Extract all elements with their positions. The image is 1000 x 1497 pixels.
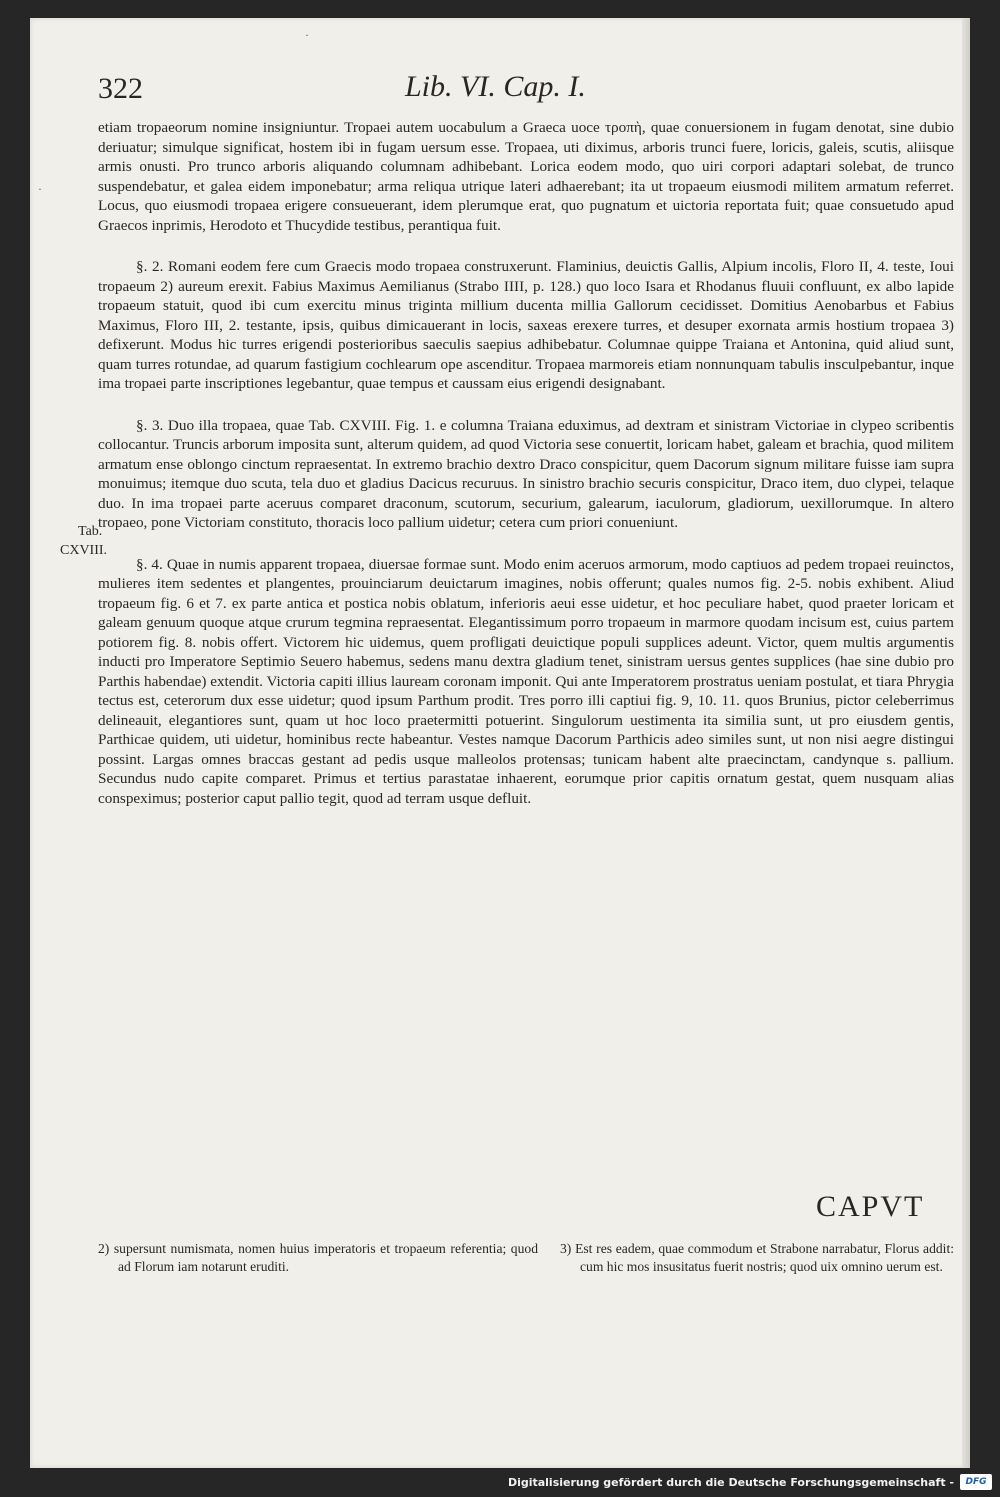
margin-note-number: CXVIII. <box>60 543 108 558</box>
paragraph-section-2: §. 2. Romani eodem fere cum Graecis modo tropaea construxerunt. Flaminius, deuictis Gallis, Alpium incolis, Floro II, 4. teste, Ioui tropaeum 2) aureum erexit. Fabius Maximus Aemilianus (Strabo IIII, p. 128.) quo loco Isara et Rhodanus fluuii confluunt, ex albo lapide tropaeum statuit, quod ibi cum exercitu minus triginta millium ducenta millia Gallorum cecidisset. Domitius Aenobarbus et Fabius Maximus, Floro III, 2. testante, ipsis, quibus dimicauerant in locis, saxeas erexere turres, et desuper exornata armis hostium tropaea 3) defixerunt. Modus hic turres erigendi posterioribus saeculis saepius adhibebatur. Columnae quippe Traiana et Antonina, quid aliud sunt, quam turres rotundae, ad quarum fastigium cochlearum ope ascenditur. Tropaea marmoreis etiam nonnunquam tabulis insculpebantur, inque ima tropaei parte inscriptiones legebantur, quae tempus et caussam eius erigendi designabant. <box>98 258 954 392</box>
page-number: 322 <box>98 72 143 105</box>
paragraph-section-3: §. 3. Duo illa tropaea, quae Tab. CXVIII. Fig. 1. e columna Traiana eduximus, ad dextram et sinistram Victoriae in clypeo scribentis collocantur. Truncis arborum imposita sunt, alterum quidem, ad quod Victoria sese conuertit, loricam habet, galeam et brachia, quod militem armatum ense oblongo cinctum repraesentat. In extremo brachio dextro Draco conspicitur, quem Dacorum signum militare fuisse iam supra monuimus; itemque duo scuta, tela duo et gladius Dacicus recuruus. In sinistro brachio securis conspicitur, Draco item, duo clypei, telaque duo. In ima tropaei parte aceruus comparet draconum, scutorum, securium, galearum, iaculorum, gladiorum, uexillorumque. In altero tropaeo, pone Victoriam constituto, thoracis loco pallium uidetur; cetera cum priori conueniunt. <box>98 416 954 531</box>
footnote-3 <box>560 1240 954 1275</box>
ink-mark: · <box>305 28 309 42</box>
footnote-2 <box>98 1240 538 1275</box>
main-text <box>98 118 954 808</box>
ink-mark: · <box>38 182 42 196</box>
footnote-3-text: 3) Est res eadem, quae commodum et Strabone narrabatur, Florus addit: cum hic mos insusitatus fuerit nostris; quod uix omnino uerum est. <box>560 1241 954 1274</box>
paragraph-section-4: §. 4. Quae in numis apparent tropaea, diuersae formae sunt. Modo enim aceruos armorum, modo captiuos ad pedem tropaei reuinctos, mulieres item sedentes et plangentes, prouinciarum deuictarum imagines, nobis offerunt; quales numos fig. 2-5. nobis exhibent. Aliud tropaeum fig. 6 et 7. ex parte antica et postica nobis oblatum, inferioris aeui esse uidetur, et hoc peculiare habet, quod praeter loricam et galeam genuum quoque atque crurum tegmina repraesentat. Elegantissimum porro tropaeum in marmore quodam incisum est, cuius partem potiorem fig. 8. nobis offert. Victorem hic uidemus, quem profligati deuictique populi supplices adeunt. Victor, quem multis argumentis inducti pro Imperatore Septimio Seuero habemus, sedens manu dextra gladium tenet, sinistram uersus gentes supplices (hae sine dubio pro Parthis habendae) extendit. Victoria capiti illius lauream coronam imponit. Qui ante Imperatorem prostratus ueniam postulat, et tiara Phrygia tectus est, ceterorum dux esse uidetur; quod ipsum Parthum prodit. Tres porro illi captiui fig. 9, 10. 11. quos Brunius, pictor celeberrimus delineauit, elegantiores sunt, quam ut hoc loco praetermitti potuerint. Singulorum uestimenta ita similia sunt, ut pro eiusdem gentis, Parthicae quidem, uti uidetur, hominibus recte habeantur. Vestes namque Dacorum Parthicis adeo similes sunt, ut non nisi aegre distingui possint. Largas omnes braccas gestant ad pedis usque malleolos protensas; tunicam habent alte praecinctam, candynque s. pallium. Secundus nudo capite comparet. Primus et tertius parastatae inhaerent, eorumque prior capitis ornatum gestat, quem nusquam alias conspeximus; posterior caput pallio tegit, quod ad terram usque defluit. <box>98 555 954 807</box>
running-title: Lib. VI. Cap. I. <box>405 70 586 103</box>
footer-credit: Digitalisierung gefördert durch die Deutsche Forschungsgemeinschaft - <box>507 1476 954 1489</box>
margin-note-label: Tab. <box>78 524 103 539</box>
page-edge <box>962 18 970 1468</box>
paragraph-intro: etiam tropaeorum nomine insigniuntur. Tropaei autem uocabulum a Graeca uoce τροπὴ, quae conuersionem in fugam denotat, sine dubio deriuatur; simulque significat, hostem ibi in fugam uersum esse. Tropaea, uti diximus, arboris trunci fuere, loricis, galeis, scutis, aliisque armis onusti. Pro trunco arboris aliquando columnam adhibebant. Lorica eodem modo, quo uiri corpori adaptari solebat, de trunco suspendebatur, et galea eidem imponebatur; arma reliqua utrique lateri adhaerebant; ita ut tropaeum eiusmodi militem armatum referret. Locus, quo eiusmodi tropaea erigere consueuerant, idem plerumque erat, quo pugnatum et uictoria reportata fuit; quae consuetudo apud Graecos inprimis, Herodoto et Thucydide testibus, perantiqua fuit. <box>98 119 954 234</box>
footnote-2-text: 2) supersunt numismata, nomen huius imperatoris et tropaeum referentia; quod ad Florum iam notarunt eruditi. <box>98 1241 538 1274</box>
digitization-footer <box>0 1470 1000 1497</box>
dfg-logo-icon: DFG <box>960 1474 992 1490</box>
page-header <box>98 70 618 114</box>
catchword: CAPVT <box>816 1190 925 1223</box>
